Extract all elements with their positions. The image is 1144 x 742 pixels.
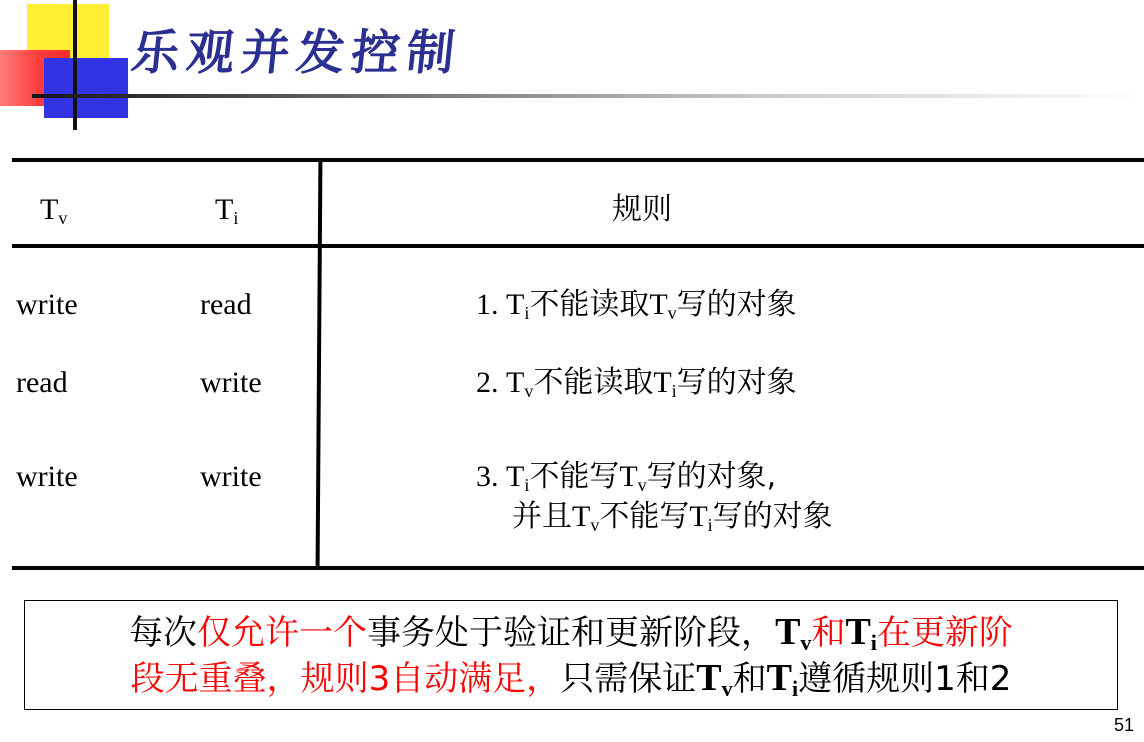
- header-ti: $T_i$: [215, 193, 239, 228]
- table-top-rule: [12, 158, 1144, 162]
- row1-tv: write: [16, 288, 78, 321]
- note-line-2: 段无重叠，规则3自动满足，只需保证$T_v$和$T_i$遵循规则1和2: [130, 657, 1012, 701]
- table-column-divider: [316, 158, 323, 570]
- table-header-rule: [12, 244, 1144, 248]
- header-decoration-blue: [44, 58, 128, 118]
- row1-rule: 1. $T_i$不能读取$T_v$写的对象: [476, 287, 797, 323]
- row3-rule-line2: 并且$T_v$不能写$T_i$写的对象: [512, 499, 833, 535]
- table-bottom-rule: [12, 566, 1144, 570]
- row2-tv: read: [16, 366, 68, 399]
- header-underline: [32, 94, 1144, 98]
- note-box: [24, 600, 1118, 710]
- note-line-1: 每次仅允许一个事务处于验证和更新阶段，$T_v$和$T_i$在更新阶: [129, 611, 1013, 655]
- header-vertical-line: [73, 0, 77, 130]
- row3-tv: write: [16, 460, 78, 493]
- page-number: 51: [1113, 715, 1134, 735]
- row2-ti: write: [200, 366, 262, 399]
- row3-ti: write: [200, 460, 262, 493]
- page-title: 乐观并发控制: [128, 25, 465, 81]
- header-rule: 规则: [612, 192, 672, 227]
- row2-rule: 2. $T_v$不能读取$T_i$写的对象: [476, 365, 797, 401]
- row3-rule: 3. $T_i$不能写$T_v$写的对象,: [476, 459, 777, 495]
- header-tv: $T_v$: [40, 193, 68, 228]
- row1-ti: read: [200, 288, 252, 321]
